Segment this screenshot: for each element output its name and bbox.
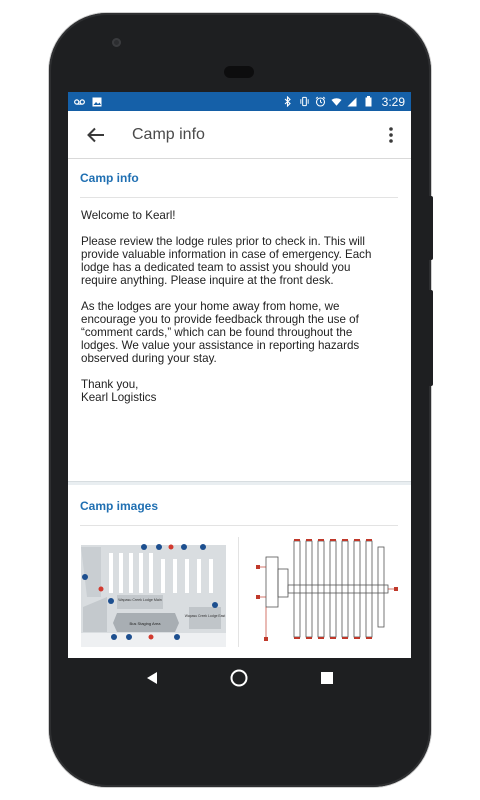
- content-scroll-area[interactable]: [68, 159, 411, 658]
- page-title: Camp info: [132, 125, 205, 143]
- status-time: 3:29: [381, 94, 405, 109]
- text-line: provide valuable information in case of emergency. Each: [81, 248, 372, 261]
- greeting-text: Welcome to Kearl!: [81, 209, 176, 222]
- front-camera: [112, 38, 121, 47]
- signal-icon: [347, 96, 358, 107]
- square-recents-icon: [321, 672, 333, 684]
- alarm-icon: [315, 96, 326, 107]
- vibrate-icon: [299, 96, 310, 107]
- image-icon: [91, 96, 102, 107]
- back-button[interactable]: [68, 111, 124, 159]
- text-line: Please review the lodge rules prior to check in. This will: [81, 235, 365, 248]
- signoff-line: Kearl Logistics: [81, 391, 157, 404]
- earpiece-speaker: [224, 66, 254, 78]
- system-nav-bar: [68, 658, 411, 698]
- nav-back-button[interactable]: [137, 663, 167, 693]
- map-label-staging: Bus Staging Area: [129, 621, 161, 626]
- bluetooth-icon: [283, 96, 294, 107]
- status-bar: [68, 92, 411, 111]
- volume-button: [428, 290, 433, 386]
- text-line: lodge has a dedicated team to assist you should you: [81, 261, 351, 274]
- wifi-icon: [331, 96, 342, 107]
- camp-map-image[interactable]: [81, 537, 226, 647]
- app-bar: [68, 111, 411, 159]
- camp-images-divider: [80, 525, 398, 526]
- text-line: observed during your stay.: [81, 352, 217, 365]
- camp-info-body: [81, 209, 399, 417]
- signoff-line: Thank you,: [81, 378, 139, 391]
- arrow-back-icon: [87, 127, 105, 143]
- camp-info-heading: Camp info: [80, 171, 139, 185]
- nav-recents-button[interactable]: [312, 663, 342, 693]
- lodge-floorplan-image[interactable]: [250, 537, 400, 647]
- text-line: “comment cards,” which can be found throughout the: [81, 326, 353, 339]
- power-button: [428, 196, 433, 260]
- section-separator: [68, 481, 411, 485]
- overflow-menu-button[interactable]: [371, 111, 411, 159]
- text-line: As the lodges are your home away from home, we: [81, 300, 340, 313]
- screen: [68, 92, 411, 658]
- text-line: require anything. Please inquire at the front desk.: [81, 274, 334, 287]
- voicemail-icon: [74, 96, 85, 107]
- circle-home-icon: [230, 669, 248, 687]
- camp-images-heading: Camp images: [80, 499, 159, 513]
- nav-home-button[interactable]: [224, 663, 254, 693]
- map-label-east: Wapasu Creek Lodge East: [184, 614, 226, 618]
- text-line: lodges. We value your assistance in reporting hazards: [81, 339, 360, 352]
- image-divider: [238, 537, 239, 647]
- signoff: [81, 378, 399, 404]
- map-label-main: Wapasu Creek Lodge Main: [118, 598, 162, 602]
- triangle-back-icon: [146, 671, 158, 685]
- battery-icon: [363, 96, 374, 107]
- paragraph-lodge-rules: [81, 235, 399, 287]
- camp-info-divider: [80, 197, 398, 198]
- more-vert-icon: [389, 127, 393, 143]
- text-line: encourage you to provide feedback through the use of: [81, 313, 359, 326]
- paragraph-feedback: [81, 300, 399, 365]
